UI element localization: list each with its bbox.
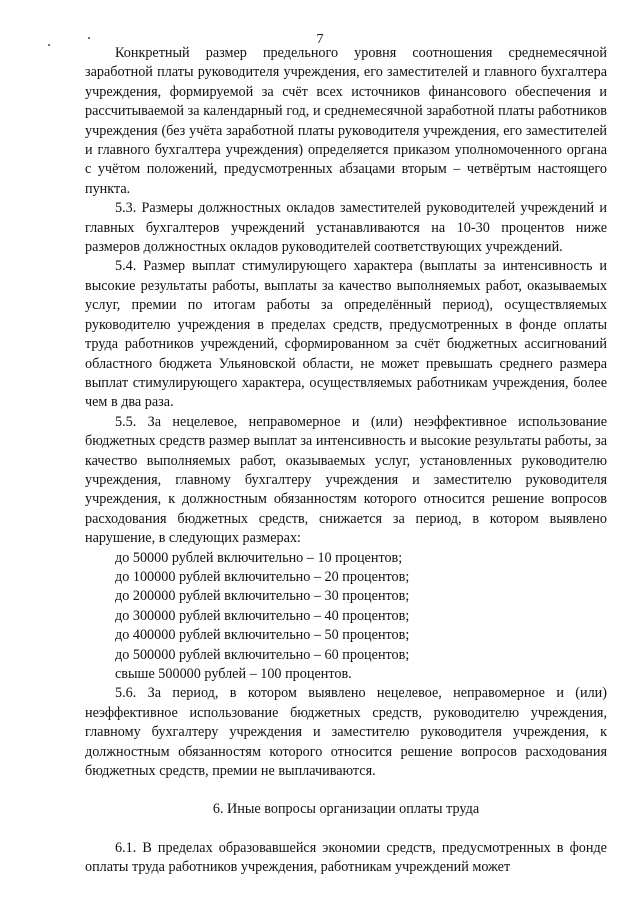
list-item: до 500000 рублей включительно – 60 процентов; <box>115 646 410 663</box>
list-item: до 100000 рублей включительно – 20 процентов; <box>115 568 410 585</box>
list-item: свыше 500000 рублей – 100 процентов. <box>115 666 352 682</box>
paragraph-salary-ratio: Конкретный размер предельного уровня соотношения среднемесячной заработной платы руководителя учреждения, его заместителей и главного бухгалтера учреждения, формируемой за счёт всех источников финансового обеспечения и рассчитываемой за календарный год, и среднемесячной заработной платы работников учреждения (без учёта заработной платы руководителя учреждения, его заместителей и главного бухгалтера учреждения) определяется приказом уполномоченного органа с учётом положений, предусмотренных абзацами вторым – четвёртым настоящего пункта. <box>85 45 607 197</box>
list-item: до 200000 рублей включительно – 30 процентов; <box>115 588 410 605</box>
section-heading: 6. Иные вопросы организации оплаты труда <box>212 801 480 818</box>
paragraph-6-1: 6.1. В пределах образовавшейся экономии средств, предусмотренных в фонде оплаты труда работников учреждения, работникам учреждений может <box>85 839 607 876</box>
paragraph-5-4: 5.4. Размер выплат стимулирующего характера (выплаты за интенсивность и высокие результаты работы, выплаты за качество выполняемых работ, оказываемых услуг, премии по итогам работы за определённый период), осуществляемых руководителю учреждения в пределах средств, предусмотренных в фонде оплаты труда работников учреждений, сформированном за счёт бюджетных ассигнований областного бюджета Ульяновской области, не может превышать среднего размера выплат стимулирующего характера, осуществляемых работникам учреждения, более чем в два раза. <box>85 258 607 411</box>
paragraph-5-6: 5.6. За период, в котором выявлено нецелевое, неправомерное и (или) неэффективное использование бюджетных средств, руководителю учреждения, главному бухгалтеру учреждения и заместителю руководителя учреждения, к должностным обязанностям которого относится решение вопросов расходования бюджетных средств, премии не выплачиваются. <box>85 685 607 780</box>
paragraph-5-5: 5.5. За нецелевое, неправомерное и (или) неэффективное использование бюджетных средств размер выплат за интенсивность и высокие результаты работы, за качество выполняемых работ, оказываемых услуг, установленных руководителю учреждения, главному бухгалтеру учреждения и заместителю руководителя учреждения, к должностным обязанностям которого относится решение вопросов расходования бюджетных средств, снижается за период, в котором выявлено нарушение, в следующих размерах: <box>85 413 607 547</box>
document-body <box>85 44 607 878</box>
reduction-list <box>85 549 607 685</box>
list-item: до 400000 рублей включительно – 50 процентов; <box>115 627 410 644</box>
paragraph-5-3: 5.3. Размеры должностных окладов заместителей руководителей учреждений и главных бухгалтеров учреждений устанавливаются на 10-30 процентов ниже размеров должностных окладов руководителей соответствующих учреждений. <box>85 200 607 256</box>
page-number: 7 <box>316 32 324 47</box>
list-item: до 300000 рублей включительно – 40 процентов; <box>115 607 410 624</box>
list-item: до 50000 рублей включительно – 10 процентов; <box>115 549 403 566</box>
